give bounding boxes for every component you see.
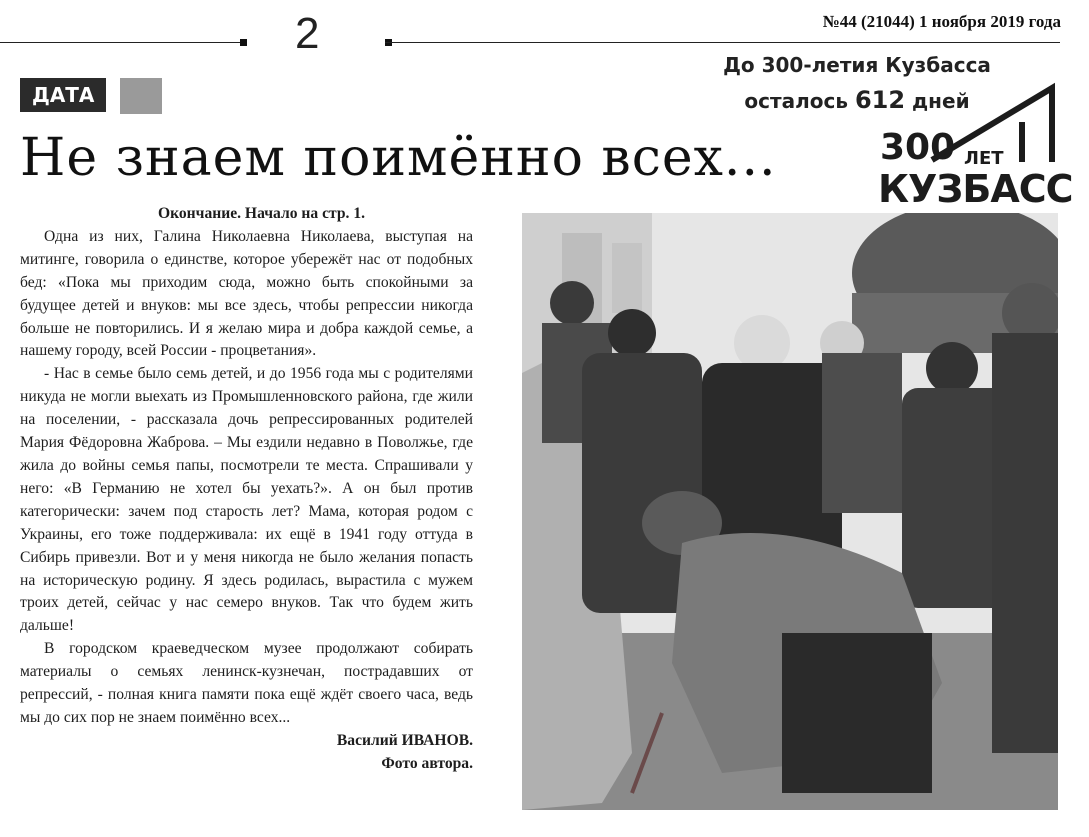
logo-years: ЛЕТ xyxy=(964,148,1004,169)
header-rule-dot xyxy=(240,39,247,46)
article-paragraph: - Нас в семье было семь детей, и до 1956 года мы с родителями никуда не могли выехать из Промышленновского района, где жили на поселении, - рассказала дочь репрессированных родителей Мария Фёдоровна Жаброва. – Мы ездили недавно в Поволжье, где жила до войны семья папы, посмотрели те места. Спрашивали у него: «В Германию не хотел бы уехать?». А он был против категорически: зачем под старость лет? Мама, которая родом с Украины, его тоже поддерживала: их ещё в 1941 году оттуда в Сибирь привезли. Вот и у меня никогда не было желания попасть на историческую родину. Я здесь родилась, вырастила с мужем троих детей, сейчас у нас семеро внуков. Так что будем жить дальше! xyxy=(20,365,473,635)
news-photo xyxy=(522,213,1058,810)
article-body xyxy=(20,203,473,776)
article-paragraph: В городском краеведческом музее продолжают собирать материалы о семьях ленинск-кузнечан, пострадавших от репрессий, - полная книга памяти пока ещё ждёт своего часа, ведь мы до сих пор не знаем поимённо всех... xyxy=(20,640,473,726)
header-rule-left xyxy=(0,42,245,43)
countdown-prefix: осталось xyxy=(744,89,848,113)
countdown-line1: До 300-летия Кузбасса xyxy=(723,53,991,77)
logo-number: 300 xyxy=(880,127,956,168)
article-author: Василий ИВАНОВ. xyxy=(336,731,473,749)
headline: Не знаем поимённо всех... xyxy=(20,128,777,188)
issue-date: №44 (21044) 1 ноября 2019 года xyxy=(822,12,1061,31)
logo-region: КУЗБАСС xyxy=(878,167,1073,211)
rubric-square xyxy=(120,78,162,114)
countdown-days: 612 xyxy=(854,86,906,114)
photo-credit: Фото автора. xyxy=(381,754,473,772)
article-subhead: Окончание. Начало на стр. 1. xyxy=(157,205,366,222)
rubric-label: ДАТА xyxy=(20,78,106,112)
page-number: 2 xyxy=(295,9,320,58)
countdown-suffix: дней xyxy=(912,89,970,113)
header-rule-right xyxy=(385,42,1060,43)
memorial-crowd-photo xyxy=(522,213,1058,810)
article-paragraph: Одна из них, Галина Николаевна Николаева, выступая на митинге, говорила о единстве, которое убережёт нас от подобных бед: «Пока мы приходим сюда, можно быть спокойными за будущее детей и внуков: мы все здесь, чтобы репрессии никогда больше не повторились. И я желаю мира и добра каждой семье, а нашему городу, всей России - процветания». xyxy=(20,227,473,360)
kuzbass-300-logo xyxy=(872,82,1073,212)
